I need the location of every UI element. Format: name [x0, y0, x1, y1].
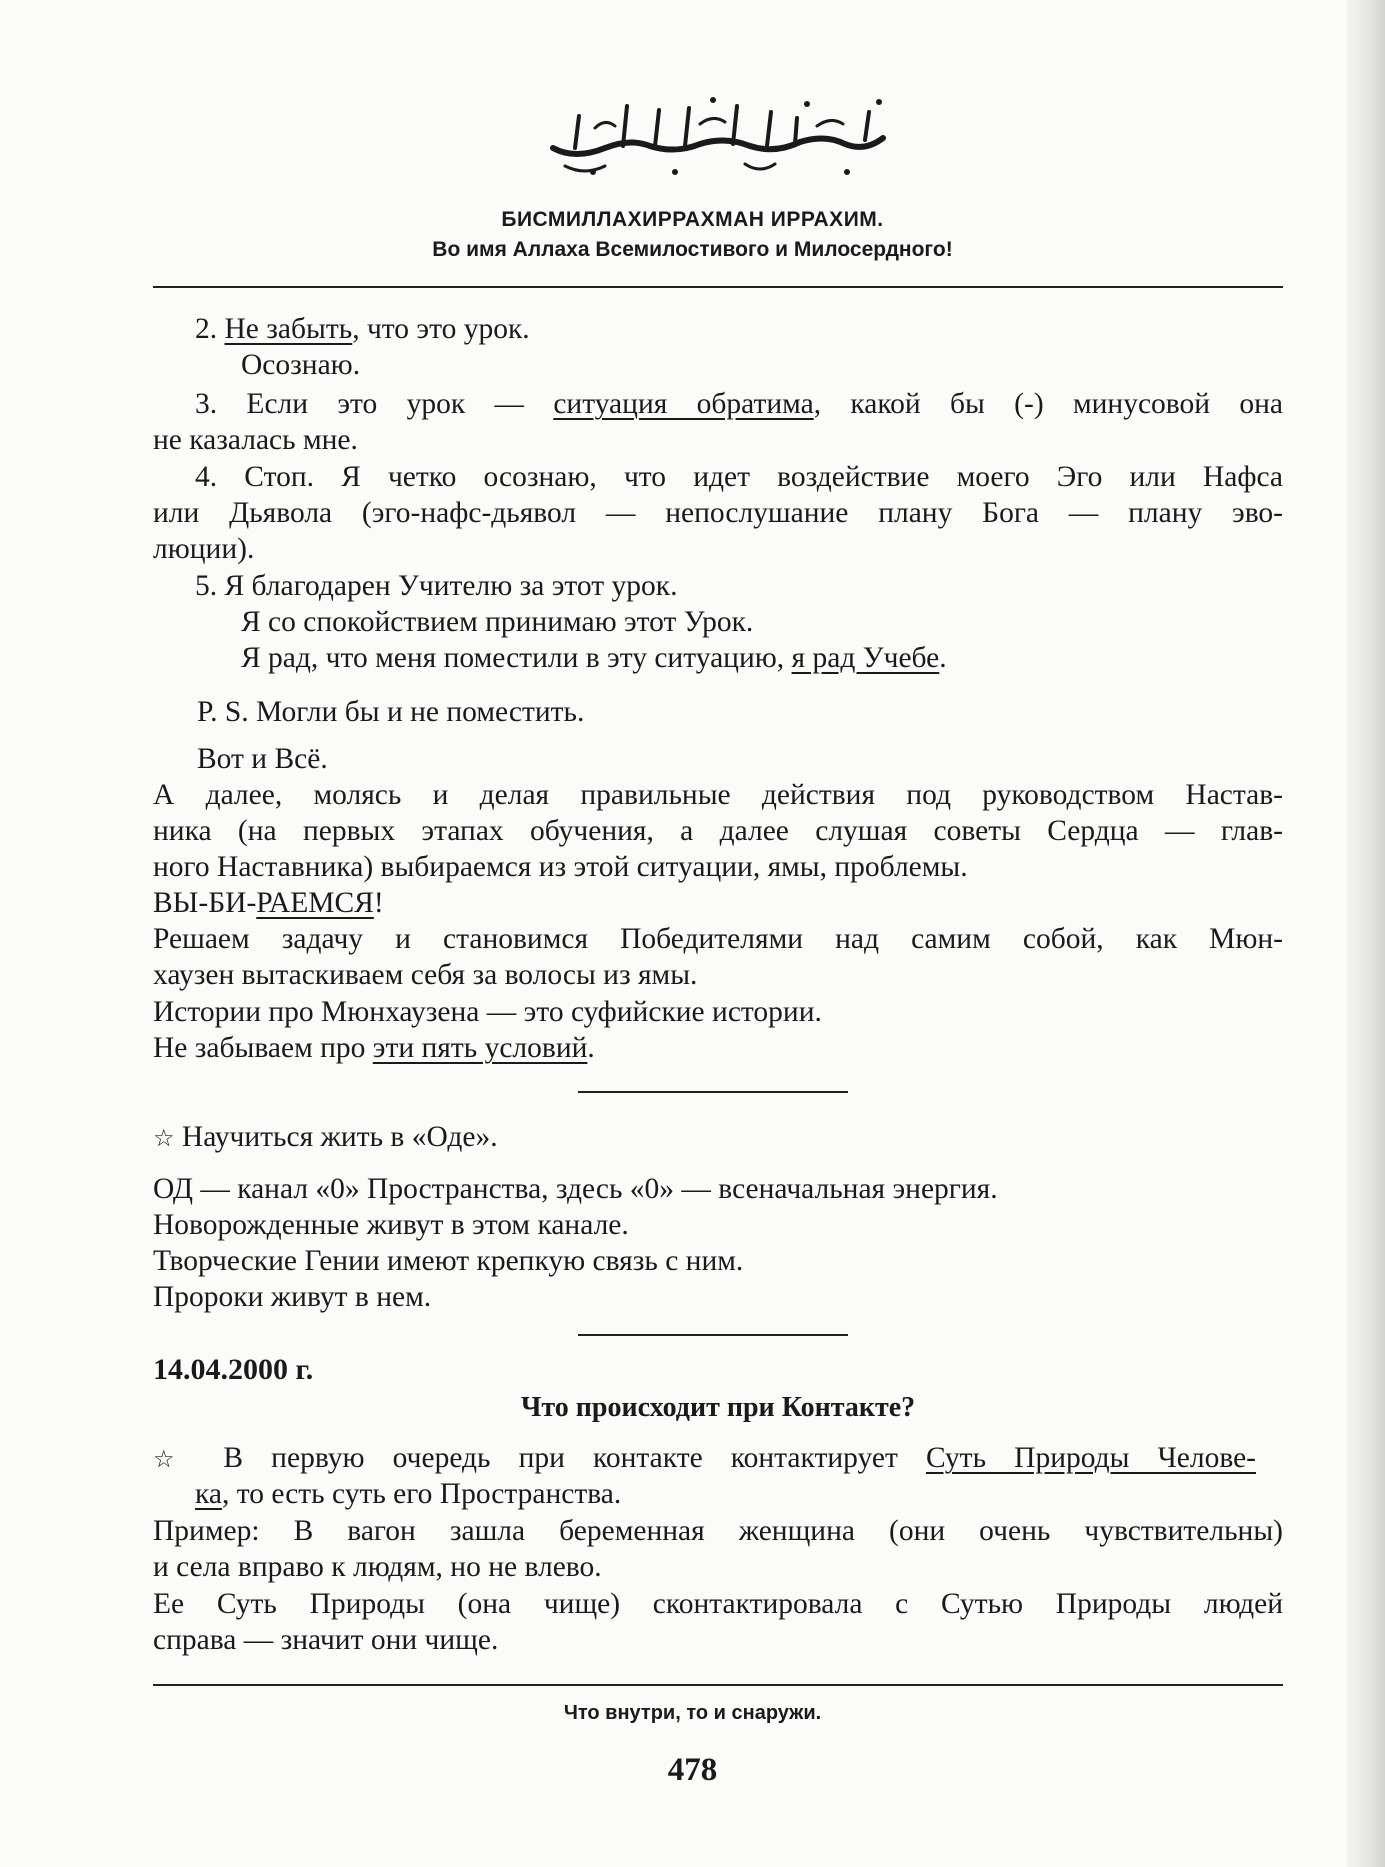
paragraph-line: А далее, молясь и делая правильные действия под руководством Настав- [153, 779, 1283, 811]
footer-motto: Что внутри, то и снаружи. [563, 1702, 822, 1724]
list-item-4-line-3: люции). [153, 533, 255, 565]
section-subheading: Что происходит при Контакте? [520, 1392, 916, 1423]
paragraph-line: справа — значит они чище. [153, 1624, 499, 1656]
list-item-2-continuation: Осознаю. [241, 349, 361, 381]
footer-divider [153, 1684, 1283, 1686]
list-item-5: 5. Я благодарен Учителю за этот урок. [195, 570, 678, 602]
underlined-text: Не забыть [224, 313, 353, 345]
list-item-2: 2. Не забыть, что это урок. [195, 313, 530, 345]
star-icon: ☆ [153, 1445, 196, 1473]
underlined-text: эти пять условий [372, 1032, 588, 1064]
paragraph-line: ОД — канал «0» Пространства, здесь «0» — всеначальная энергия. [153, 1173, 998, 1205]
paragraph-line: хаузен вытаскиваем себя за волосы из ямы. [153, 959, 698, 991]
paragraph-line: ного Наставника) выбираемся из этой ситуации, ямы, проблемы. [153, 851, 968, 883]
underlined-text: я рад Учебе [791, 642, 940, 674]
star-heading-ode: ☆ Научиться жить в «Оде». [153, 1121, 498, 1153]
section-divider [578, 1334, 848, 1336]
paragraph-line: Творческие Гении имеют крепкую связь с ним. [153, 1245, 744, 1277]
list-item-5-line-2: Я со спокойствием принимаю этот Урок. [241, 606, 754, 638]
paragraph-line: Не забываем про эти пять условий. [153, 1032, 595, 1064]
underlined-text: ка [195, 1478, 222, 1510]
contact-line-1: ☆ В первую очередь при контакте контактирует Суть Природы Челове- [153, 1442, 1256, 1474]
list-item-3: 3. Если это урок — ситуация обратима, какой бы (-) минусовой она [195, 388, 1284, 420]
underlined-text: Суть Природы Челове- [925, 1442, 1256, 1474]
underlined-text: ситуация обратима [553, 388, 814, 420]
list-item-4-line-2: или Дьявола (эго-нафс-дьявол — непослушание плану Бога — плану эво- [153, 497, 1283, 529]
section-divider [578, 1091, 848, 1093]
paragraph-line: Ее Суть Природы (она чище) сконтактировала с Сутью Природы людей [153, 1588, 1283, 1620]
page-number: 478 [667, 1752, 718, 1788]
paragraph-line: Пример: В вагон зашла беременная женщина (они очень чувствительны) [153, 1515, 1283, 1547]
postscript: P. S. Могли бы и не поместить. [197, 696, 585, 728]
paragraph-line: ника (на первых этапах обучения, а далее слушая советы Сердца — глав- [153, 815, 1283, 847]
vot-i-vse: Вот и Всё. [197, 743, 328, 775]
paragraph-line: Истории про Мюнхаузена — это суфийские истории. [153, 996, 822, 1028]
paragraph-line: Решаем задачу и становимся Победителями над самим собой, как Мюн- [153, 923, 1283, 955]
star-icon: ☆ [153, 1124, 175, 1152]
list-item-4: 4. Стоп. Я четко осознаю, что идет воздействие моего Эго или Нафса [195, 461, 1283, 493]
paragraph-line: и села вправо к людям, но не влево. [153, 1551, 602, 1583]
header-divider [153, 286, 1283, 288]
header-subtitle: Во имя Аллаха Всемилостивого и Милосердного! [432, 238, 953, 261]
list-item-3-continuation: не казалась мне. [153, 424, 358, 456]
entry-date: 14.04.2000 г. [153, 1353, 314, 1386]
header-title: БИСМИЛЛАХИРРАХМАН ИРРАХИМ. [501, 208, 884, 231]
paragraph-line: Новорожденные живут в этом канале. [153, 1209, 629, 1241]
page-gutter-shadow [1347, 0, 1385, 1867]
underlined-text: РАЕМСЯ [256, 887, 374, 919]
paragraph-line: Пророки живут в нем. [153, 1281, 432, 1313]
bismillah-calligraphy [535, 88, 905, 188]
list-item-5-line-3: Я рад, что меня поместили в эту ситуацию, я рад Учебе. [241, 642, 947, 674]
contact-line-2: ка, то есть суть его Пространства. [195, 1478, 622, 1510]
vybiraemsya: ВЫ-БИ-РАЕМСЯ! [153, 887, 384, 919]
